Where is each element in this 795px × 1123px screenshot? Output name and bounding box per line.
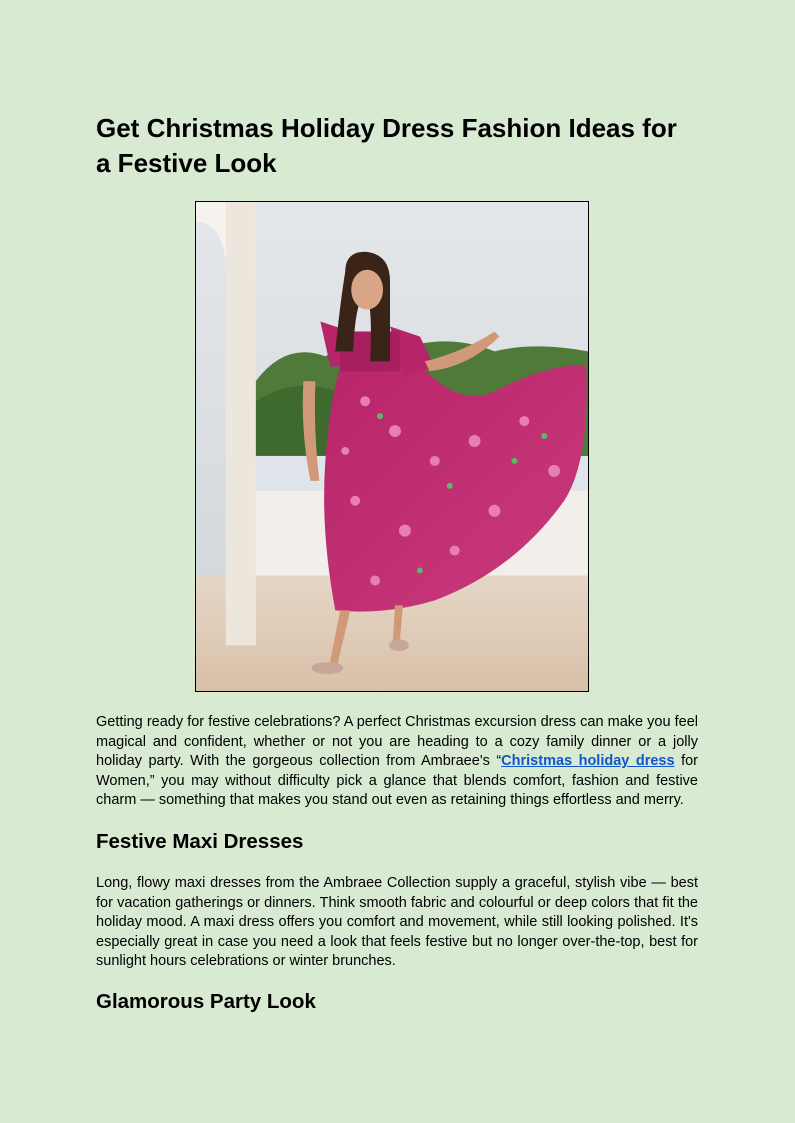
page-title: Get Christmas Holiday Dress Fashion Ideas for a Festive Look <box>96 113 677 178</box>
intro-text-start: Getting ready for festive celebrations? A perfect Christmas excursion dress can make you feel magical and confident, whether or not you are heading to a cozy family dinner or a jolly holiday party. With the gorgeous collection from Ambraee's “ <box>96 714 698 769</box>
intro-text-end: for Women,” you may without difficulty pick a glance that blends comfort, fashion and festive charm — something that makes you stand out even as retaining things effortless and merry. <box>96 753 698 808</box>
hero-image <box>195 201 589 692</box>
intro-paragraph <box>96 713 698 811</box>
section-heading-maxi-dresses: Festive Maxi Dresses <box>96 830 304 853</box>
section-heading-party-look: Glamorous Party Look <box>96 990 316 1013</box>
christmas-holiday-dress-link[interactable]: Christmas holiday dress <box>501 753 675 769</box>
maxi-dresses-paragraph: Long, flowy maxi dresses from the Ambraee Collection supply a graceful, stylish vibe — best for vacation gatherings or dinners. Think smooth fabric and colourful or deep colors that fit the holiday mood. A maxi dress offers you comfort and movement, while still looking polished. It's especially great in case you need a look that feels festive but no longer over-the-top, best for sunlight hours celebrations or winter brunches. <box>96 875 698 969</box>
